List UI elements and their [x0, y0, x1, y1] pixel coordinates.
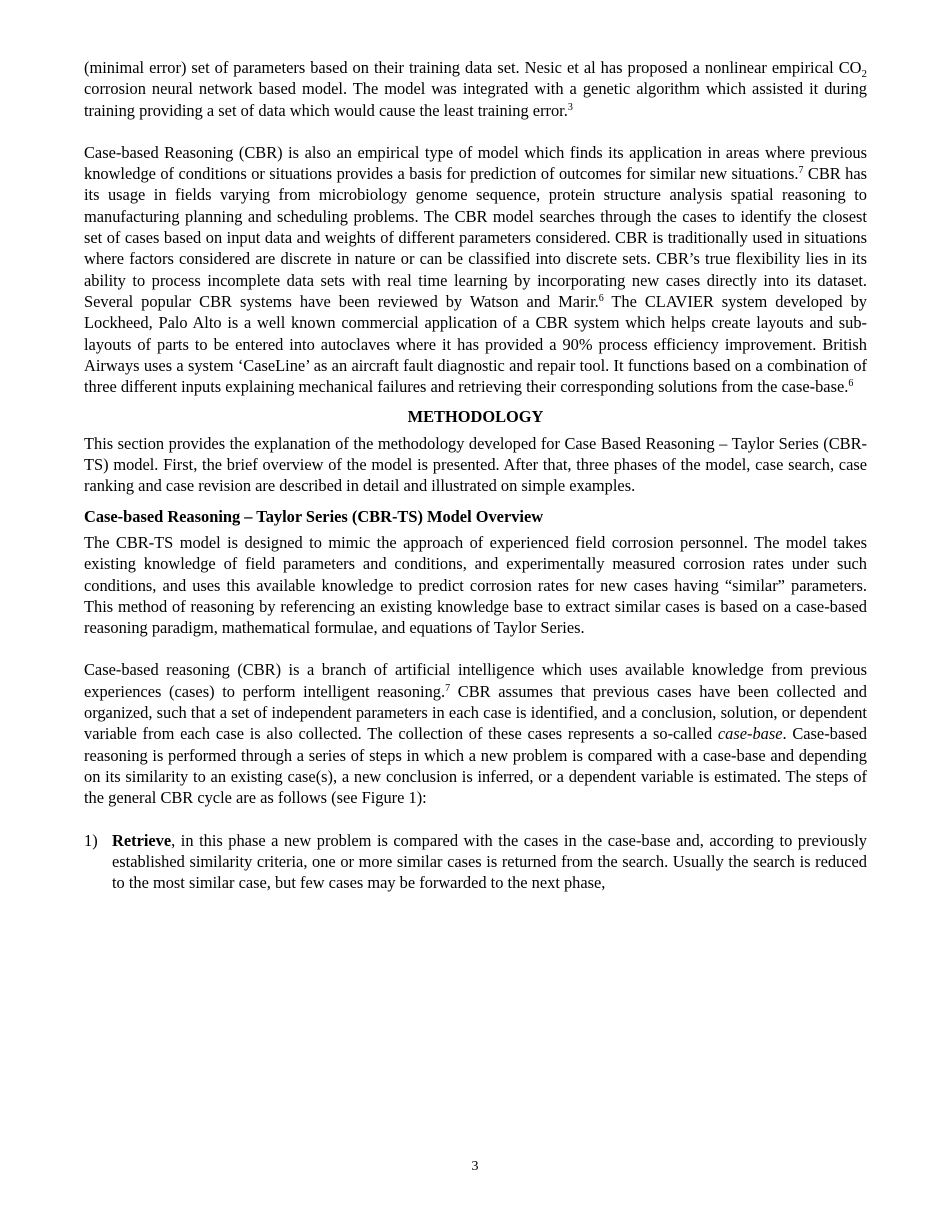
term-case-base: case-base	[717, 724, 783, 744]
citation-ref: 6	[848, 378, 854, 390]
citation-ref: 7	[445, 682, 451, 694]
list-number: 1)	[84, 830, 98, 850]
page-number: 3	[471, 1159, 479, 1174]
section-heading-methodology: METHODOLOGY	[407, 407, 544, 427]
document-body	[84, 57, 867, 893]
citation-ref: 3	[567, 101, 573, 113]
cbr-background-paragraph: Case-based Reasoning (CBR) is also an empirical type of model which finds its application in areas where previous knowledge of conditions or situations provides a basis for prediction of outcomes for similar new situations.$^7$ CBR has its usage in fields varying from microbiology genome sequence, protein structure analysis spatial reasoning to manufacturing planning and scheduling problems. The CBR model searches through the cases to identify the closest set of cases based on input data and weights of different parameters considered. CBR is traditionally used in situations where factors considered are discrete in nature or can be classified into discrete sets. CBR’s true flexibility lies in its ability to process incomplete data sets with real time learning by incorporating new cases directly into its dataset. Several popular CBR systems have been reviewed by Watson and Marir.$^6$ The CLAVIER system developed by Lockheed, Palo Alto is a well known commercial application of a CBR system which helps create layouts and sub-layouts of parts to be entered into autoclaves where it has provided a 90% process efficiency improvement. British Airways uses a system ‘CaseLine’ as an aircraft fault diagnostic and repair tool. It functions based on a combination of three different inputs explaining mechanical failures and retrieving their corresponding solutions from the case-base.$^6$	[84, 142, 867, 397]
citation-ref: 7	[798, 165, 804, 177]
intro-paragraph: (minimal error) set of parameters based on their training data set. Nesic et al has proposed a nonlinear empirical $CO_2$ corrosion neural network based model. The model was integrated with a genetic algorithm which assisted it during training providing a set of data which would cause the least training error.$^3$	[84, 58, 867, 120]
overview-paragraph-2: Case-based reasoning (CBR) is a branch of artificial intelligence which uses available knowledge from previous experiences (cases) to perform intelligent reasoning.$^7$ CBR assumes that previous cases have been collected and organized, such that a set of independent parameters in each case is identified, and a conclusion, solution, or dependent variable from each case is also collected. The collection of these cases represents a so-called case-base. Case-based reasoning is performed through a series of steps in which a new problem is compared with a case-base and depending on its similarity to an existing case(s), a new conclusion is inferred, or a dependent variable is estimated. The steps of the general CBR cycle are as follows (see Figure 1):	[84, 660, 867, 808]
subscript-2: 2	[861, 68, 867, 80]
citation-ref: 6	[598, 292, 604, 304]
list-term: Retrieve	[112, 830, 172, 850]
list-text: Retrieve, in this phase a new problem is compared with the cases in the case-base and, according to previously established similarity criteria, one or more similar cases is returned from the search. Usually the search is reduced to the most similar case, but few cases may be forwarded to the next phase,	[112, 830, 867, 893]
list-item-retrieve	[84, 830, 867, 894]
subsection-heading-overview: Case-based Reasoning – Taylor Series (CBR-TS) Model Overview	[84, 506, 544, 526]
methodology-paragraph: This section provides the explanation of the methodology developed for Case Based Reasoning – Taylor Series (CBR-TS) model. First, the brief overview of the model is presented. After that, three phases of the model, case search, case ranking and case revision are described in detail and illustrated on simple examples.	[84, 433, 867, 496]
overview-paragraph-1: The CBR-TS model is designed to mimic the approach of experienced field corrosion personnel. The model takes existing knowledge of field parameters and conditions, and experimentally measured corrosion rates under such conditions, and uses this available knowledge to predict corrosion rates for new cases having “similar” parameters. This method of reasoning by referencing an existing knowledge base to extract similar cases is based on a case-based reasoning paradigm, mathematical formulae, and equations of Taylor Series.	[84, 532, 867, 638]
